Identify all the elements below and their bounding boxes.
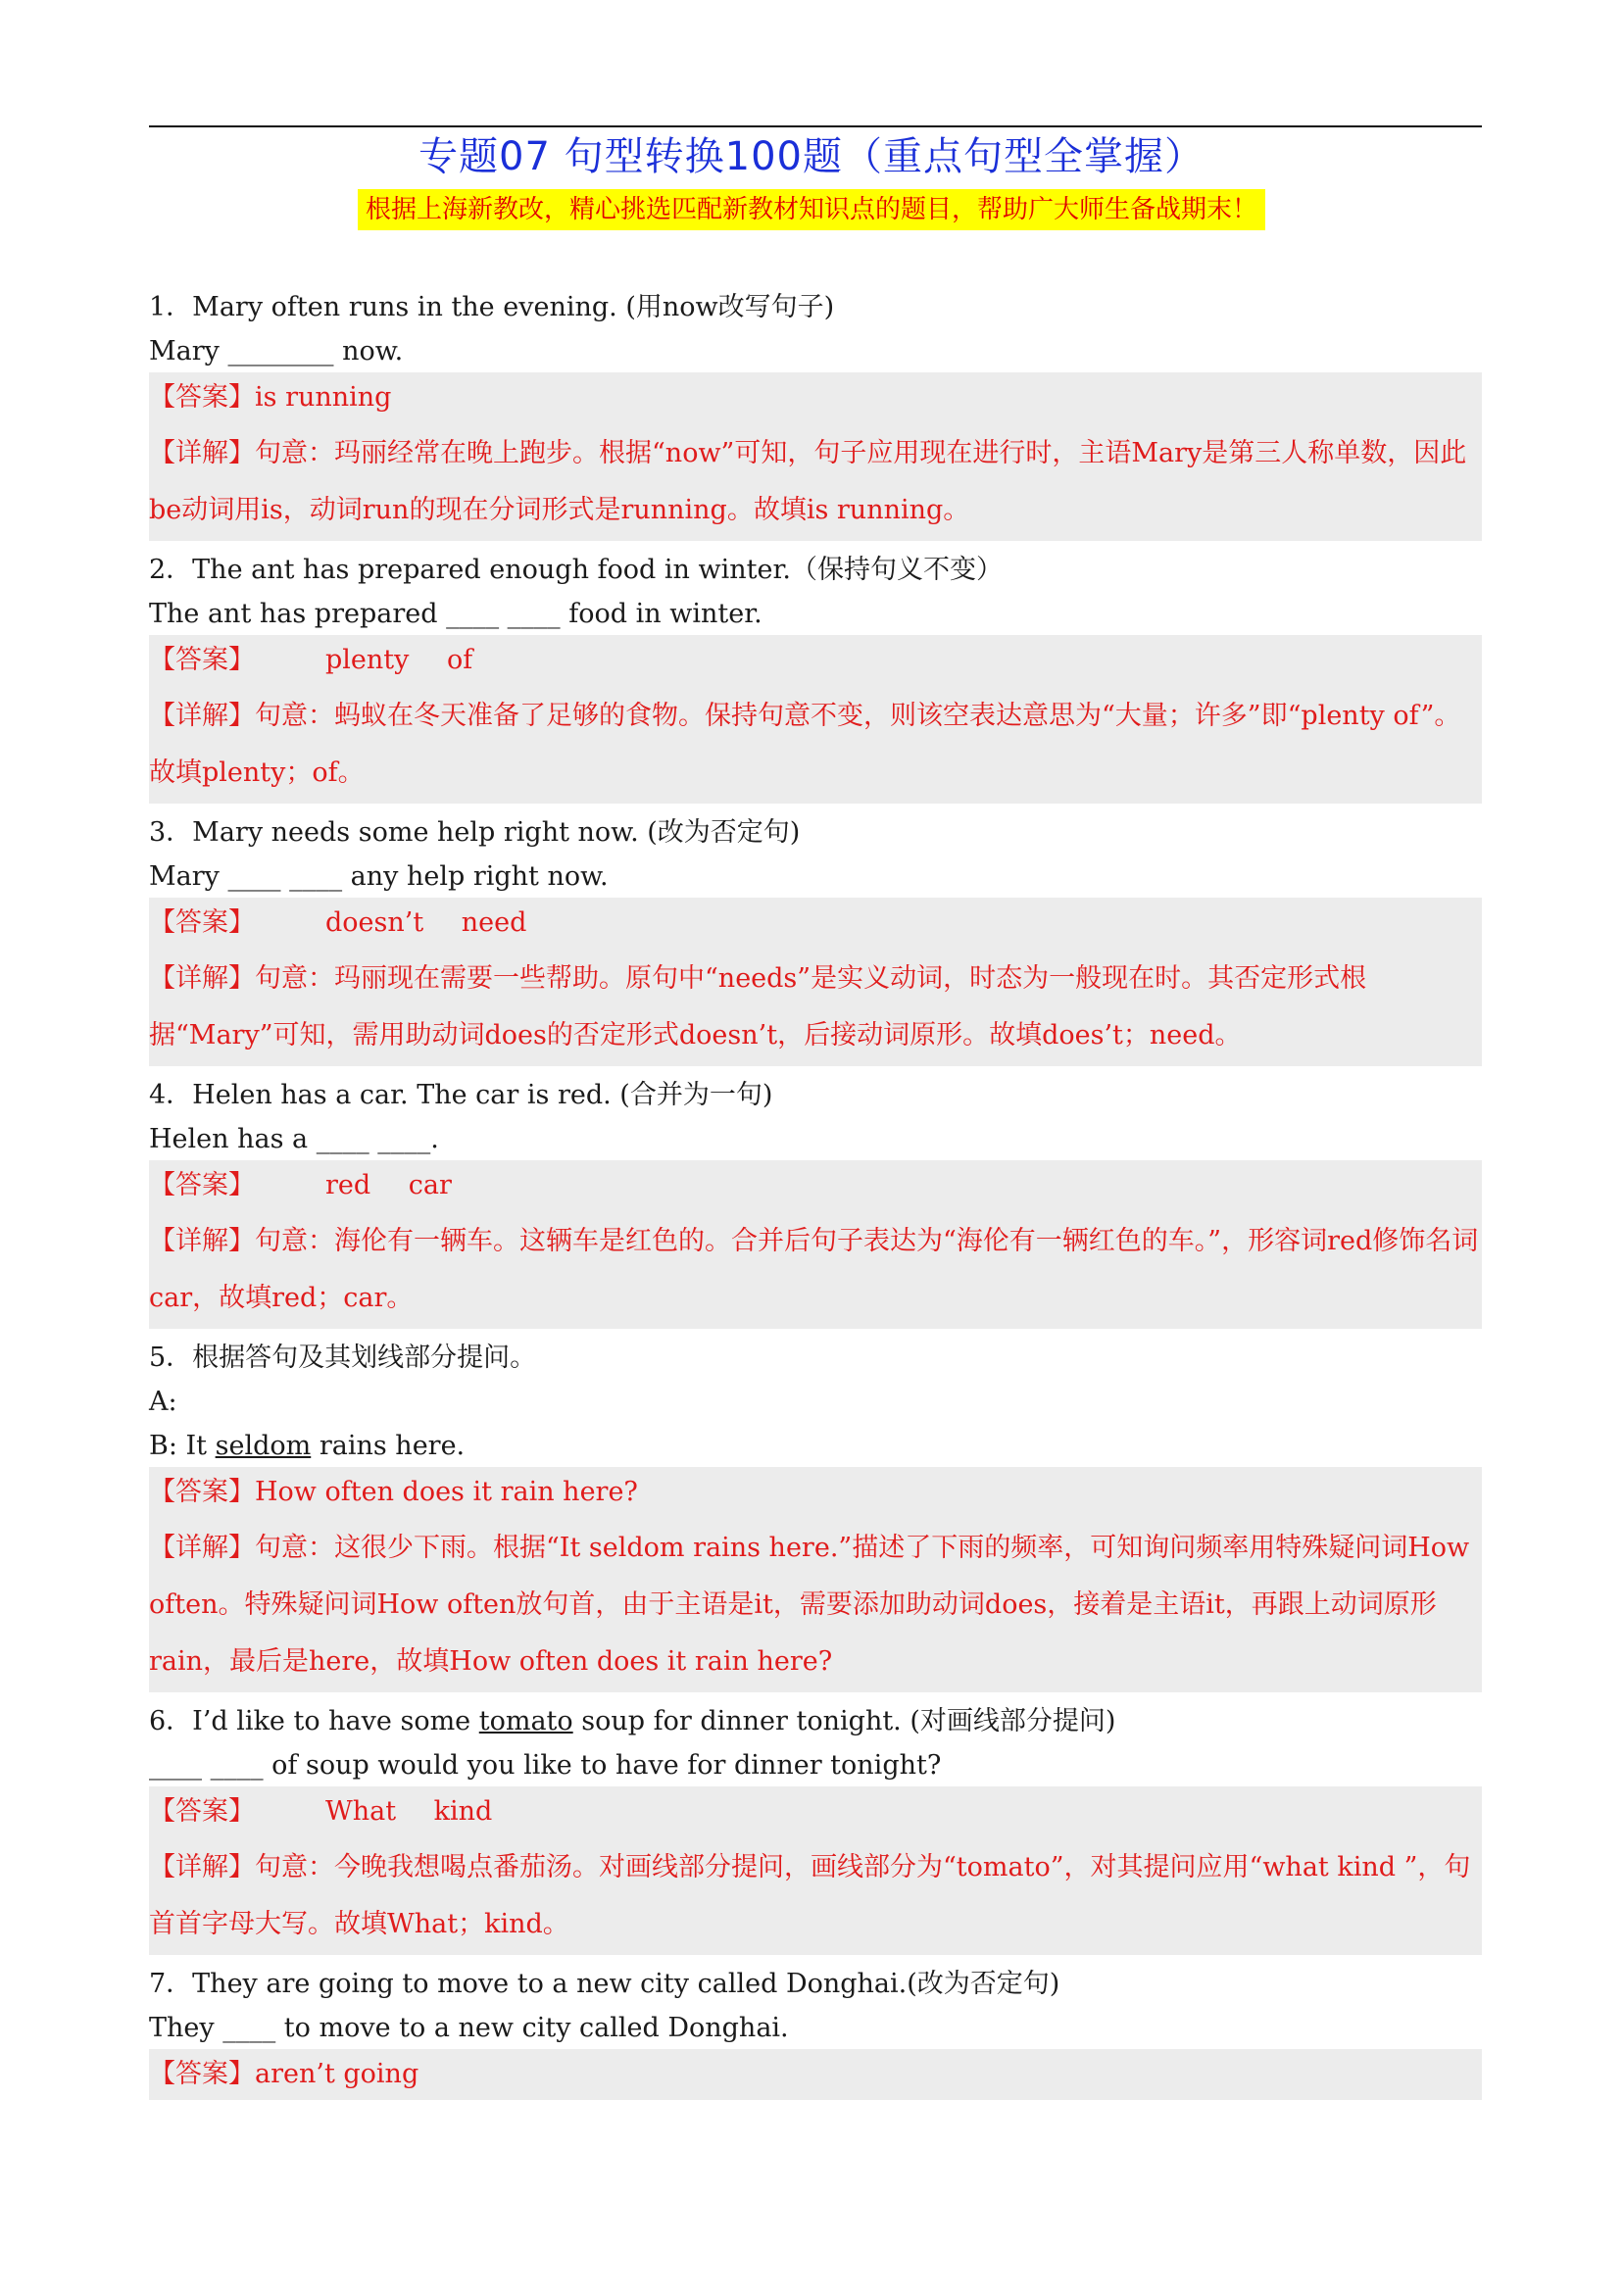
answer-tag: 【答案】: [149, 645, 255, 675]
page-title: 专题07 句型转换100题（重点句型全掌握）: [418, 134, 1205, 179]
detail-tag: 【详解】: [149, 701, 255, 731]
answer-text: plenty of: [325, 645, 473, 675]
underlined-word: seldom: [215, 1431, 312, 1461]
detail-text: 句意：玛丽经常在晚上跑步。根据“now”可知，句子应用现在进行时，主语Mary是第三人称单数，因此be动词用is，动词run的现在分词形式是running。故填is running。: [149, 438, 1467, 525]
question-blank: Helen has a ____ ____.: [149, 1124, 439, 1154]
question-prompt: 3．Mary needs some help right now. (改为否定句): [149, 817, 801, 848]
answer-text: is running: [255, 382, 392, 413]
detail-tag: 【详解】: [149, 1852, 255, 1882]
answer-text: doesn’t need: [325, 907, 527, 938]
question-2: [149, 544, 1482, 804]
question-blank: Mary ____ ____ any help right now.: [149, 861, 609, 892]
answer-text: red car: [325, 1170, 452, 1200]
answer-block: [149, 2049, 1482, 2100]
answer-tag: 【答案】: [149, 907, 255, 938]
question-list: [149, 281, 1482, 2103]
question-prompt: 4．Helen has a car. The car is red. (合并为一句): [149, 1080, 773, 1110]
question-4: [149, 1069, 1482, 1329]
question-1: [149, 281, 1482, 541]
question-6: [149, 1695, 1482, 1955]
question-blank: ____ ____ of soup would you like to have for dinner tonight?: [149, 1750, 942, 1781]
detail-tag: 【详解】: [149, 1533, 255, 1563]
page-subtitle: 根据上海新教改，精心挑选匹配新教材知识点的题目，帮助广大师生备战期末！: [358, 189, 1265, 230]
answer-text: aren’t going: [255, 2059, 419, 2089]
question-line-a: A:: [149, 1387, 177, 1417]
question-3: [149, 806, 1482, 1066]
detail-text: 句意：今晚我想喝点番茄汤。对画线部分提问，画线部分为“tomato”，对其提问应用“what kind ”，句首首字母大写。故填What；kind。: [149, 1852, 1471, 1939]
detail-text: 句意：蚂蚁在冬天准备了足够的食物。保持句意不变，则该空表达意思为“大量；许多”即“plenty of”。故填plenty；of。: [149, 701, 1461, 788]
question-blank: The ant has prepared ____ ____ food in winter.: [149, 599, 762, 629]
answer-block: [149, 372, 1482, 541]
question-prompt: 6．I’d like to have some tomato soup for dinner tonight. (对画线部分提问): [149, 1706, 1116, 1736]
answer-block: [149, 1786, 1482, 1955]
question-blank: Mary ________ now.: [149, 336, 404, 366]
detail-text: 句意：海伦有一辆车。这辆车是红色的。合并后句子表达为“海伦有一辆红色的车。”，形容词red修饰名词car，故填red；car。: [149, 1226, 1479, 1313]
detail-text: 句意：这很少下雨。根据“It seldom rains here.”描述了下雨的频率，可知询问频率用特殊疑问词How often。特殊疑问词How often放句首，由于主语是it，需要添加助动词does，接着是主语it，再跟上动词原形rain，最后是here，故填How often does it rain here?: [149, 1533, 1470, 1677]
question-prompt: 7．They are going to move to a new city called Donghai.(改为否定句): [149, 1969, 1060, 1999]
question-line-b: B: It seldom rains here.: [149, 1431, 466, 1461]
answer-text: What kind: [325, 1796, 493, 1827]
answer-tag: 【答案】: [149, 1170, 255, 1200]
question-5: [149, 1332, 1482, 1692]
answer-tag: 【答案】: [149, 2059, 255, 2089]
question-7: [149, 1958, 1482, 2100]
answer-block: [149, 898, 1482, 1066]
question-prompt: 1．Mary often runs in the evening. (用now改写句子): [149, 292, 835, 322]
answer-tag: 【答案】: [149, 382, 255, 413]
answer-block: [149, 1467, 1482, 1692]
question-prompt: 2．The ant has prepared enough food in winter.（保持句义不变）: [149, 555, 1004, 585]
answer-text: How often does it rain here?: [255, 1477, 638, 1507]
answer-block: [149, 635, 1482, 804]
detail-tag: 【详解】: [149, 963, 255, 994]
answer-tag: 【答案】: [149, 1796, 255, 1827]
underlined-word: tomato: [478, 1706, 573, 1736]
detail-text: 句意：玛丽现在需要一些帮助。原句中“needs”是实义动词，时态为一般现在时。其否定形式根据“Mary”可知，需用助动词does的否定形式doesn’t，后接动词原形。故填does’t；need。: [149, 963, 1367, 1050]
detail-tag: 【详解】: [149, 438, 255, 468]
answer-block: [149, 1160, 1482, 1329]
detail-tag: 【详解】: [149, 1226, 255, 1256]
question-prompt: 5．根据答句及其划线部分提问。: [149, 1343, 537, 1373]
question-blank: They ____ to move to a new city called Donghai.: [149, 2013, 789, 2043]
answer-tag: 【答案】: [149, 1477, 255, 1507]
